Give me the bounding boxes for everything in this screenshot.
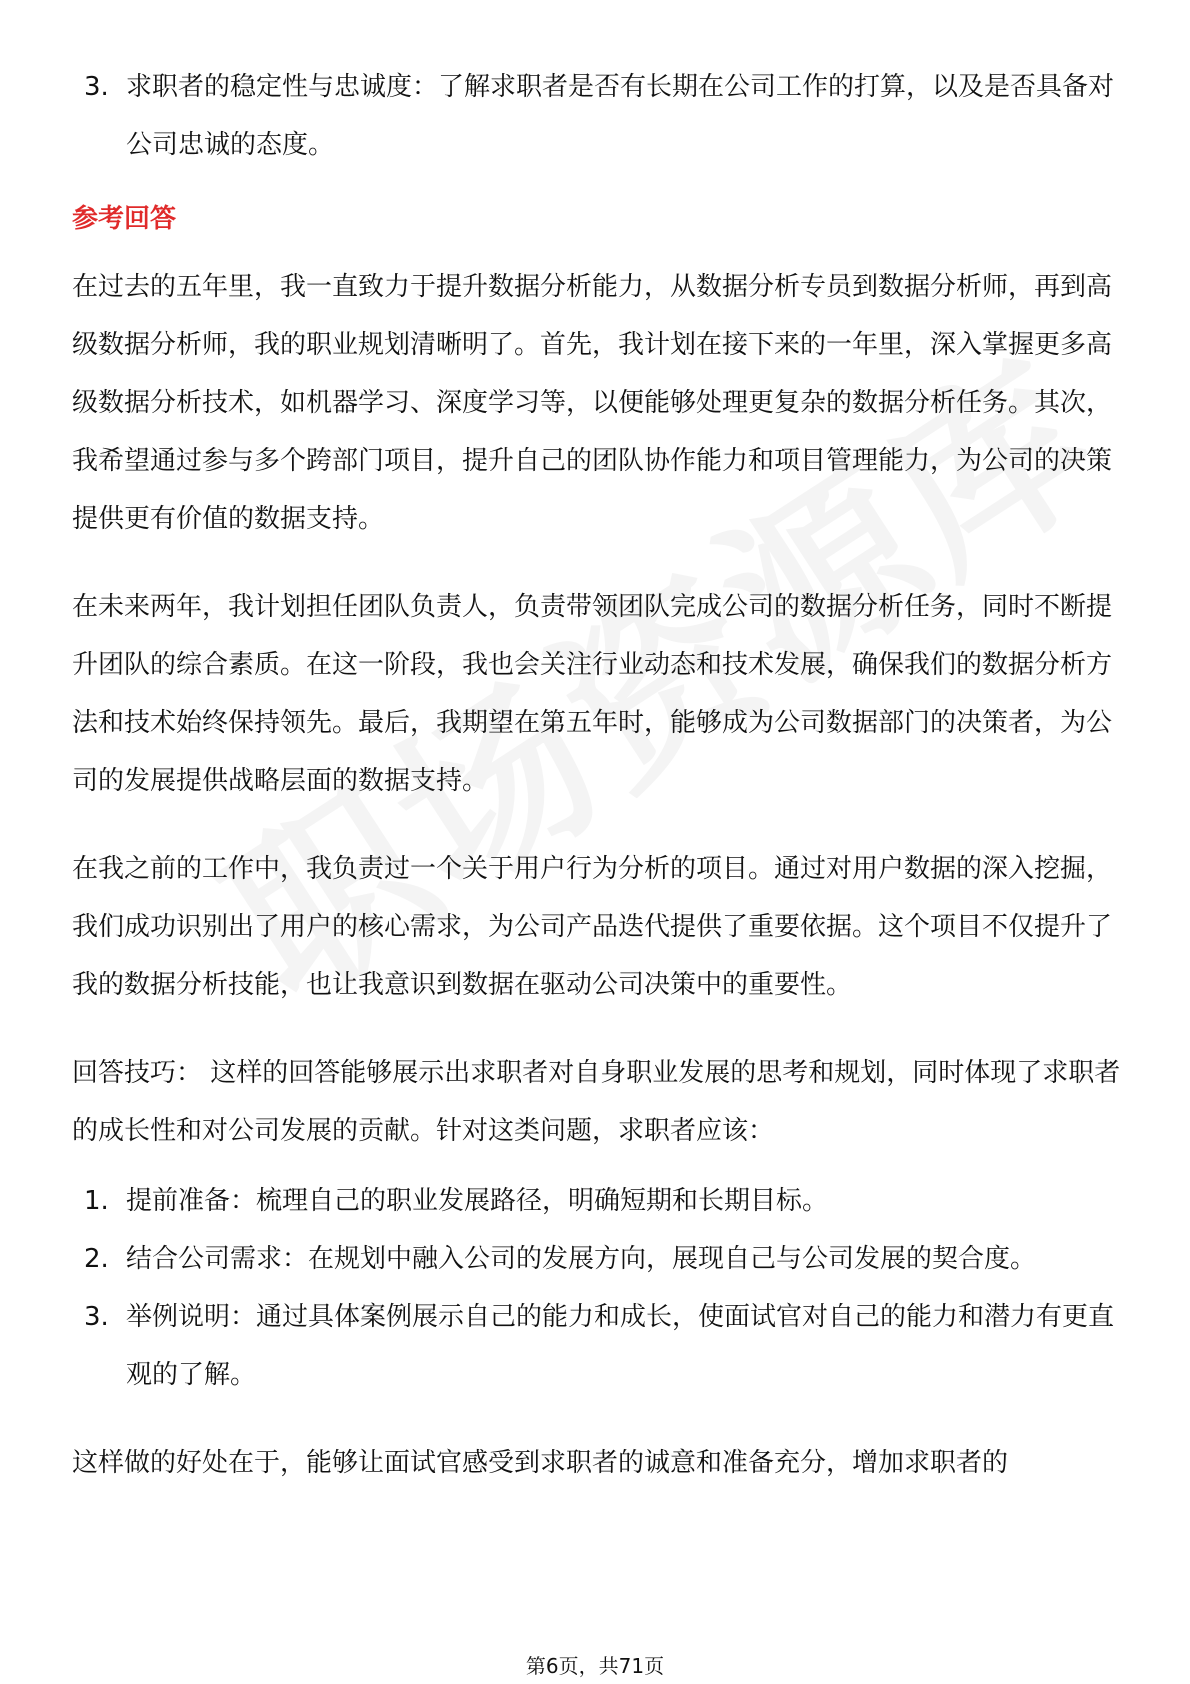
list-item-text: 提前准备：梳理自己的职业发展路径，明确短期和长期目标。 xyxy=(126,1186,829,1216)
page-content xyxy=(72,58,1130,1492)
list-item xyxy=(72,58,1130,174)
list-item xyxy=(72,1230,1130,1288)
section-heading: 参考回答 xyxy=(72,204,177,234)
list-item-number: 3. xyxy=(84,72,109,102)
list-item-number: 3. xyxy=(84,1302,109,1332)
list-item-number: 2. xyxy=(84,1244,109,1274)
list-item xyxy=(72,1288,1130,1404)
paragraph: 在我之前的工作中，我负责过一个关于用户行为分析的项目。通过对用户数据的深入挖掘，我们成功识别出了用户的核心需求，为公司产品迭代提供了重要依据。这个项目不仅提升了我的数据分析技能，也让我意识到数据在驱动公司决策中的重要性。 xyxy=(72,854,1113,1000)
list-item-text: 求职者的稳定性与忠诚度：了解求职者是否有长期在公司工作的打算，以及是否具备对公司忠诚的态度。 xyxy=(126,72,1115,160)
list-item-number: 1. xyxy=(84,1186,109,1216)
paragraph: 这样做的好处在于，能够让面试官感受到求职者的诚意和准备充分，增加求职者的 xyxy=(72,1448,1009,1478)
list-item xyxy=(72,1172,1130,1230)
list-item-text: 结合公司需求：在规划中融入公司的发展方向，展现自己与公司发展的契合度。 xyxy=(126,1244,1037,1274)
list-item-text: 举例说明：通过具体案例展示自己的能力和成长，使面试官对自己的能力和潜力有更直观的了解。 xyxy=(126,1302,1115,1390)
top-list xyxy=(72,58,1130,174)
paragraph: 在过去的五年里，我一直致力于提升数据分析能力，从数据分析专员到数据分析师，再到高级数据分析师，我的职业规划清晰明了。首先，我计划在接下来的一年里，深入掌握更多高级数据分析技术，如机器学习、深度学习等，以便能够处理更复杂的数据分析任务。其次，我希望通过参与多个跨部门项目，提升自己的团队协作能力和项目管理能力，为公司的决策提供更有价值的数据支持。 xyxy=(72,272,1113,534)
paragraph: 回答技巧： 这样的回答能够展示出求职者对自身职业发展的思考和规划，同时体现了求职者的成长性和对公司发展的贡献。针对这类问题，求职者应该： xyxy=(72,1058,1121,1146)
tips-list xyxy=(72,1172,1130,1404)
paragraph: 在未来两年，我计划担任团队负责人，负责带领团队完成公司的数据分析任务，同时不断提升团队的综合素质。在这一阶段，我也会关注行业动态和技术发展，确保我们的数据分析方法和技术始终保持领先。最后，我期望在第五年时，能够成为公司数据部门的决策者，为公司的发展提供战略层面的数据支持。 xyxy=(72,592,1113,796)
page-footer: 第6页，共71页 xyxy=(525,1654,665,1678)
